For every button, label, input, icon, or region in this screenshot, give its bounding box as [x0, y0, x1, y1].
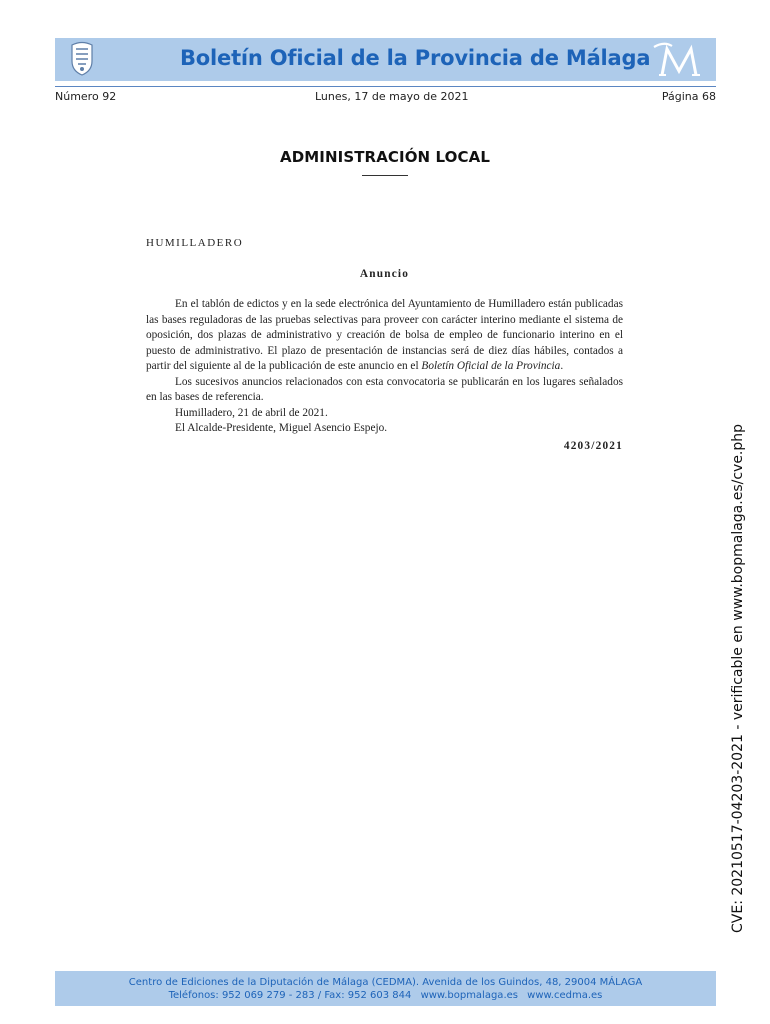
issue-number: Número 92 [55, 90, 117, 103]
notice-paragraph-1 [146, 297, 623, 375]
provincial-crest-icon [68, 41, 96, 77]
bulletin-title: Boletín Oficial de la Provincia de Málaga [180, 46, 651, 70]
paragraph-1-text: En el tablón de edictos y en la sede electrónica del Ayuntamiento de Humilladero están publicadas las bases reguladoras de las pruebas selectivas para proveer con carácter interino mediante el sistema de oposición, dos plazas de administrativo y creación de bolsa de empleo de funcionario interino en el puesto de administrativo. El plazo de presentación de instancias será de diez días hábiles, contados a partir del siguiente al de la publicación de este anuncio en el [146, 298, 623, 372]
footer-phones: Teléfonos: 952 069 279 - 283 / Fax: 952 603 844 [168, 990, 412, 1001]
footer-address: Centro de Ediciones de la Diputación de Málaga (CEDMA). Avenida de los Guindos, 48, 29004 MÁLAGA [128, 977, 643, 988]
section-title: ADMINISTRACIÓN LOCAL [280, 148, 490, 166]
paragraph-1-end: . [560, 360, 564, 372]
footer-contact [55, 990, 716, 1001]
cve-verification-text: CVE: 20210517-04203-2021 - verificable en www.bopmalaga.es/cve.php [730, 423, 746, 933]
m-logo-icon [650, 39, 708, 81]
header-divider [55, 86, 716, 87]
signature: El Alcalde-Presidente, Miguel Asencio Espejo. [175, 422, 388, 434]
place-date: Humilladero, 21 de abril de 2021. [175, 406, 328, 419]
footer-link-bopmalaga[interactable]: www.bopmalaga.es [420, 990, 518, 1001]
footer-band [55, 971, 716, 1006]
header-band [55, 38, 716, 81]
footer-link-cedma[interactable]: www.cedma.es [527, 990, 603, 1001]
page-number: Página 68 [661, 90, 716, 103]
notice-body [146, 236, 623, 454]
bulletin-name-italic: Boletín Oficial de la Provincia [421, 360, 561, 372]
issue-date: Lunes, 17 de mayo de 2021 [315, 90, 469, 103]
section-divider [362, 175, 408, 176]
notice-title: Anuncio [359, 267, 410, 280]
notice-reference: 4203/2021 [563, 439, 623, 452]
notice-paragraph-2: Los sucesivos anuncios relacionados con esta convocatoria se publicarán en los lugares señalados en las bases de referencia. [146, 375, 623, 403]
municipality-name: HUMILLADERO [146, 237, 244, 249]
